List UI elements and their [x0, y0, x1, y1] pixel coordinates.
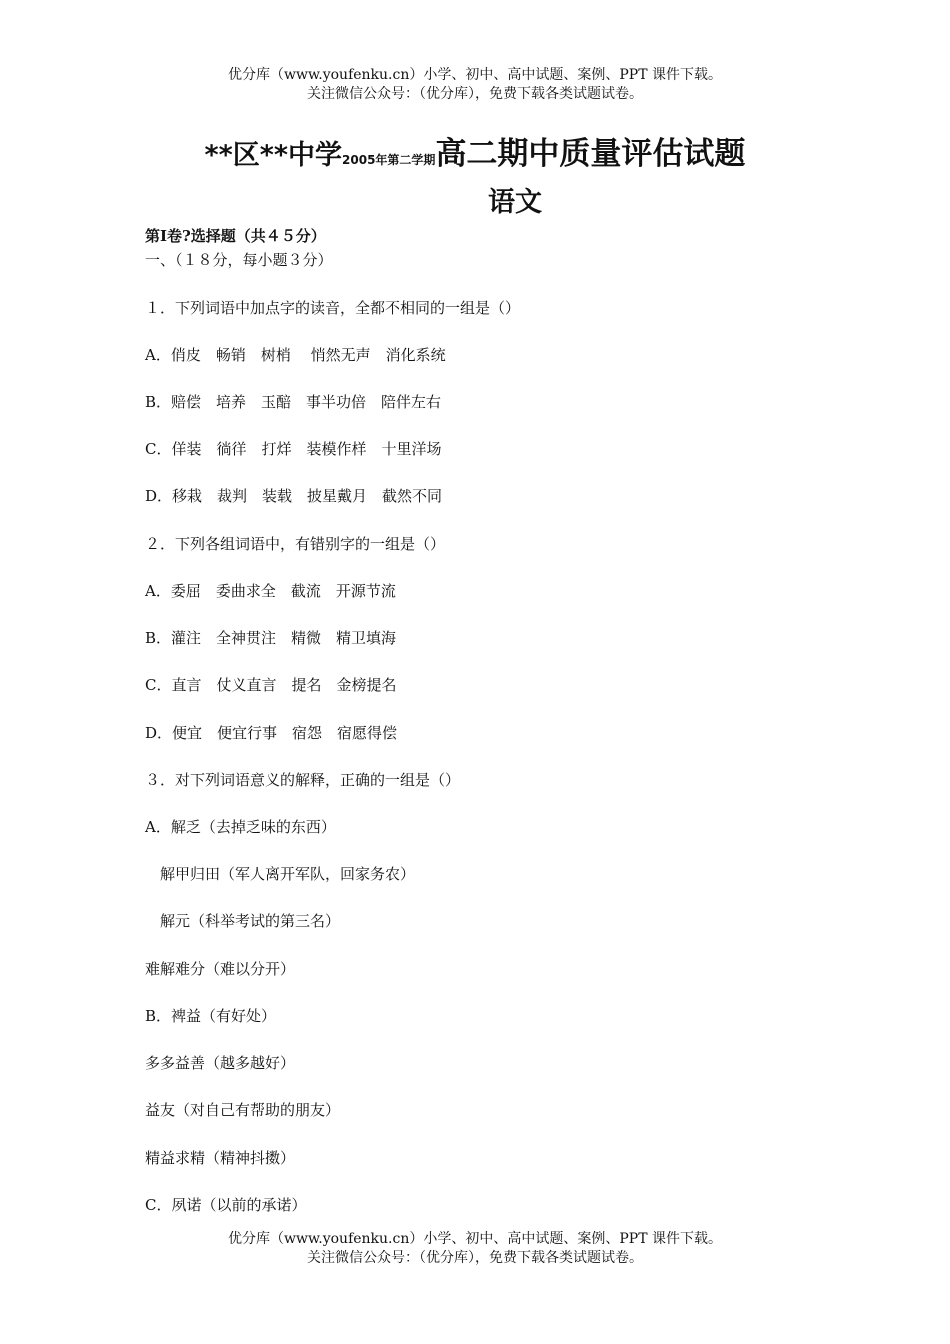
q3-option-b-item: 多多益善（越多越好）	[145, 1054, 296, 1072]
q3-option-a-item: 解元（科举考试的第三名）	[145, 912, 341, 930]
title-exam: 高二期中质量评估试题	[435, 136, 746, 172]
q1-option-c: C．佯装 徜徉 打烊 装模作样 十里洋场	[145, 440, 442, 458]
exam-title	[0, 128, 950, 173]
q2-option-b: B．灌注 全神贯注 精微 精卫填海	[145, 629, 397, 647]
question-3: ３．对下列词语意义的解释，正确的一组是（）	[145, 771, 461, 789]
q1-option-b: B．赔偿 培养 玉醅 事半功倍 陪伴左右	[145, 393, 442, 411]
q2-option-c: C．直言 仗义直言 提名 金榜提名	[145, 676, 397, 694]
banner-line-2: 关注微信公众号：（优分库），免费下载各类试题试卷。	[307, 1250, 643, 1266]
title-school: **区**中学	[204, 140, 343, 171]
banner-line-1: 优分库（www.youfenku.cn）小学、初中、高中试题、案例、PPT 课件下载。	[227, 1231, 722, 1247]
q3-option-a: A．解乏（去掉乏味的东西）	[145, 818, 336, 836]
q3-option-c: C．夙诺（以前的承诺）	[145, 1196, 307, 1214]
title-term: 2005年第二学期	[342, 153, 436, 167]
question-1: １．下列词语中加点字的读音，全都不相同的一组是（）	[145, 299, 521, 317]
q2-option-a: A．委屈 委曲求全 截流 开源节流	[145, 582, 396, 600]
q2-option-d: D．便宜 便宜行事 宿怨 宿愿得偿	[145, 724, 398, 742]
q1-option-a: A．俏皮 畅销 树梢 悄然无声 消化系统	[145, 346, 446, 364]
exam-subject: 语文	[488, 187, 542, 218]
header-banner	[0, 66, 950, 104]
banner-line-1: 优分库（www.youfenku.cn）小学、初中、高中试题、案例、PPT 课件下载。	[227, 67, 722, 83]
question-2: ２．下列各组词语中，有错别字的一组是（）	[145, 535, 446, 553]
q1-option-d: D．移栽 裁判 装载 披星戴月 截然不同	[145, 487, 443, 505]
q3-option-b: B．裨益（有好处）	[145, 1007, 277, 1025]
q3-option-a-item: 解甲归田（军人离开军队，回家务农）	[145, 865, 416, 883]
footer-banner	[0, 1230, 950, 1268]
q3-option-a-item: 难解难分（难以分开）	[145, 960, 296, 978]
part-heading: 一、（１８分，每小题３分）	[145, 251, 333, 269]
q3-option-b-item: 精益求精（精神抖擞）	[145, 1149, 296, 1167]
q3-option-b-item: 益友（对自己有帮助的朋友）	[145, 1101, 341, 1119]
section-heading: 第Ⅰ卷?选择题（共４５分）	[145, 227, 326, 245]
banner-line-2: 关注微信公众号：（优分库），免费下载各类试题试卷。	[307, 86, 643, 102]
